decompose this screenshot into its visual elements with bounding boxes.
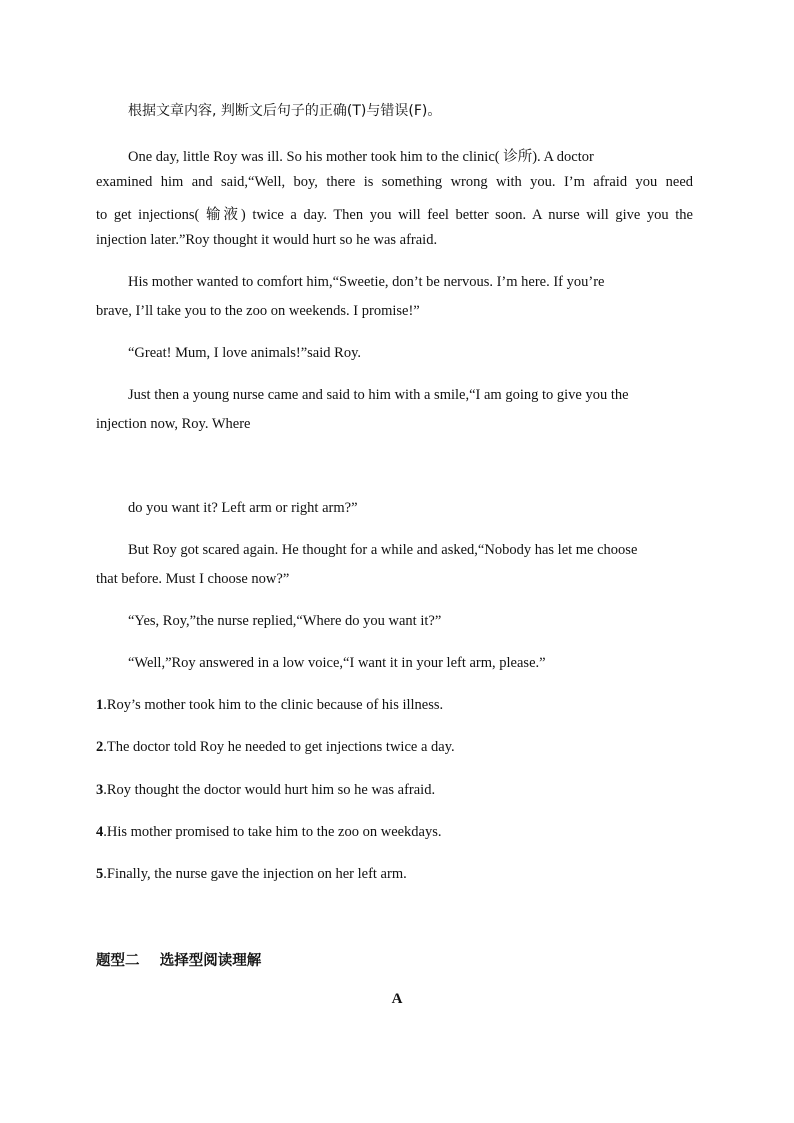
question-text: .Finally, the nurse gave the injection on her left arm. [103,866,407,882]
question-number: 3 [96,782,104,798]
question-number: 4 [96,824,104,840]
passage-line: “Great! Mum, I love animals!”said Roy. [128,345,362,361]
question-item [96,697,443,714]
question-item [96,782,435,799]
passage-line: “Yes, Roy,”the nurse replied,“Where do you want it?” [128,613,442,629]
passage-line: His mother wanted to comfort him,“Sweetie, don’t be nervous. I’m here. If you’re [128,274,605,290]
question-item [96,824,442,841]
question-item [96,739,455,756]
question-text: .Roy thought the doctor would hurt him so he was afraid. [103,782,436,798]
passage-line: examined him and said,“Well, boy, there is something wrong with you. I’m afraid you need [96,174,693,190]
passage-line: do you want it? Left arm or right arm?” [128,500,358,516]
passage-line: to get injections( 输液) twice a day. Then you will feel better soon. A nurse will give you the [96,207,693,223]
passage-line: brave, I’ll take you to the zoo on weekends. I promise!” [96,303,420,319]
passage-line: Just then a young nurse came and said to him with a smile,“I am going to give you the [128,387,629,403]
passage-line: that before. Must I choose now?” [96,571,290,587]
passage-line: One day, little Roy was ill. So his mother took him to the clinic( 诊所). A doctor [128,149,594,165]
section-title: 题型二 选择型阅读理解 [96,953,262,969]
section-label: A [391,991,403,1007]
question-number: 2 [96,739,104,755]
question-number: 1 [96,697,104,713]
passage-line: injection now, Roy. Where [96,416,251,432]
question-number: 5 [96,866,104,882]
passage-line: But Roy got scared again. He thought for a while and asked,“Nobody has let me choose [128,542,638,558]
question-item [96,866,407,883]
question-text: .His mother promised to take him to the zoo on weekdays. [103,824,442,840]
passage-line: “Well,”Roy answered in a low voice,“I want it in your left arm, please.” [128,655,546,671]
question-text: .Roy’s mother took him to the clinic because of his illness. [103,697,444,713]
passage-line: injection later.”Roy thought it would hurt so he was afraid. [96,232,438,248]
instruction: 根据文章内容, 判断文后句子的正确(T)与错误(F)。 [128,103,442,119]
question-text: .The doctor told Roy he needed to get injections twice a day. [103,739,455,755]
